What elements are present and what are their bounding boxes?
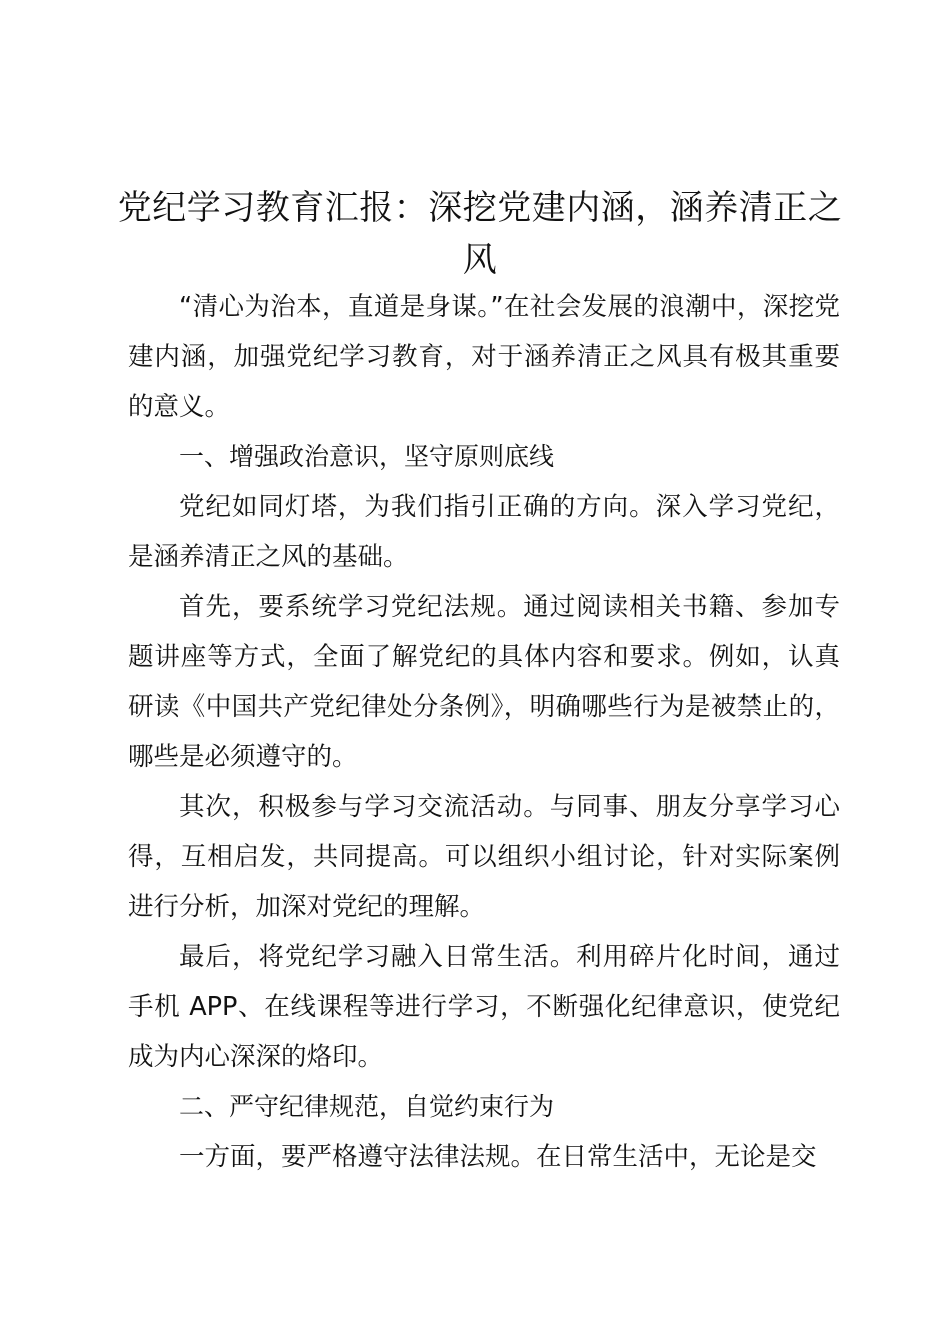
intro-paragraph: “清心为治本，直道是身谋。”在社会发展的浪潮中，深挖党建内涵，加强党纪学习教育，对于涵养清正之风具有极其重要的意义。 [128,292,840,422]
document-title: 党纪学习教育汇报：深挖党建内涵，涵养清正之风 [117,188,843,280]
section-heading-1: 一、增强政治意识，坚守原则底线 [179,442,555,471]
section-heading-2: 二、严守纪律规范，自觉约束行为 [179,1092,555,1121]
paragraph: 其次，积极参与学习交流活动。与同事、朋友分享学习心得，互相启发，共同提高。可以组织小组讨论，针对实际案例进行分析，加深对党纪的理解。 [128,792,840,922]
paragraph: 一方面，要严格遵守法律法规。在日常生活中，无论是交 [179,1142,817,1172]
paragraph: 首先，要系统学习党纪法规。通过阅读相关书籍、参加专题讲座等方式，全面了解党纪的具体内容和要求。例如，认真研读《中国共产党纪律处分条例》，明确哪些行为是被禁止的，哪些是必须遵守的。 [128,592,840,772]
paragraph: 党纪如同灯塔，为我们指引正确的方向。深入学习党纪，是涵养清正之风的基础。 [128,492,840,572]
paragraph: 最后，将党纪学习融入日常生活。利用碎片化时间，通过手机 APP、在线课程等进行学习，不断强化纪律意识，使党纪成为内心深深的烙印。 [128,942,840,1072]
document-body [128,282,840,1182]
